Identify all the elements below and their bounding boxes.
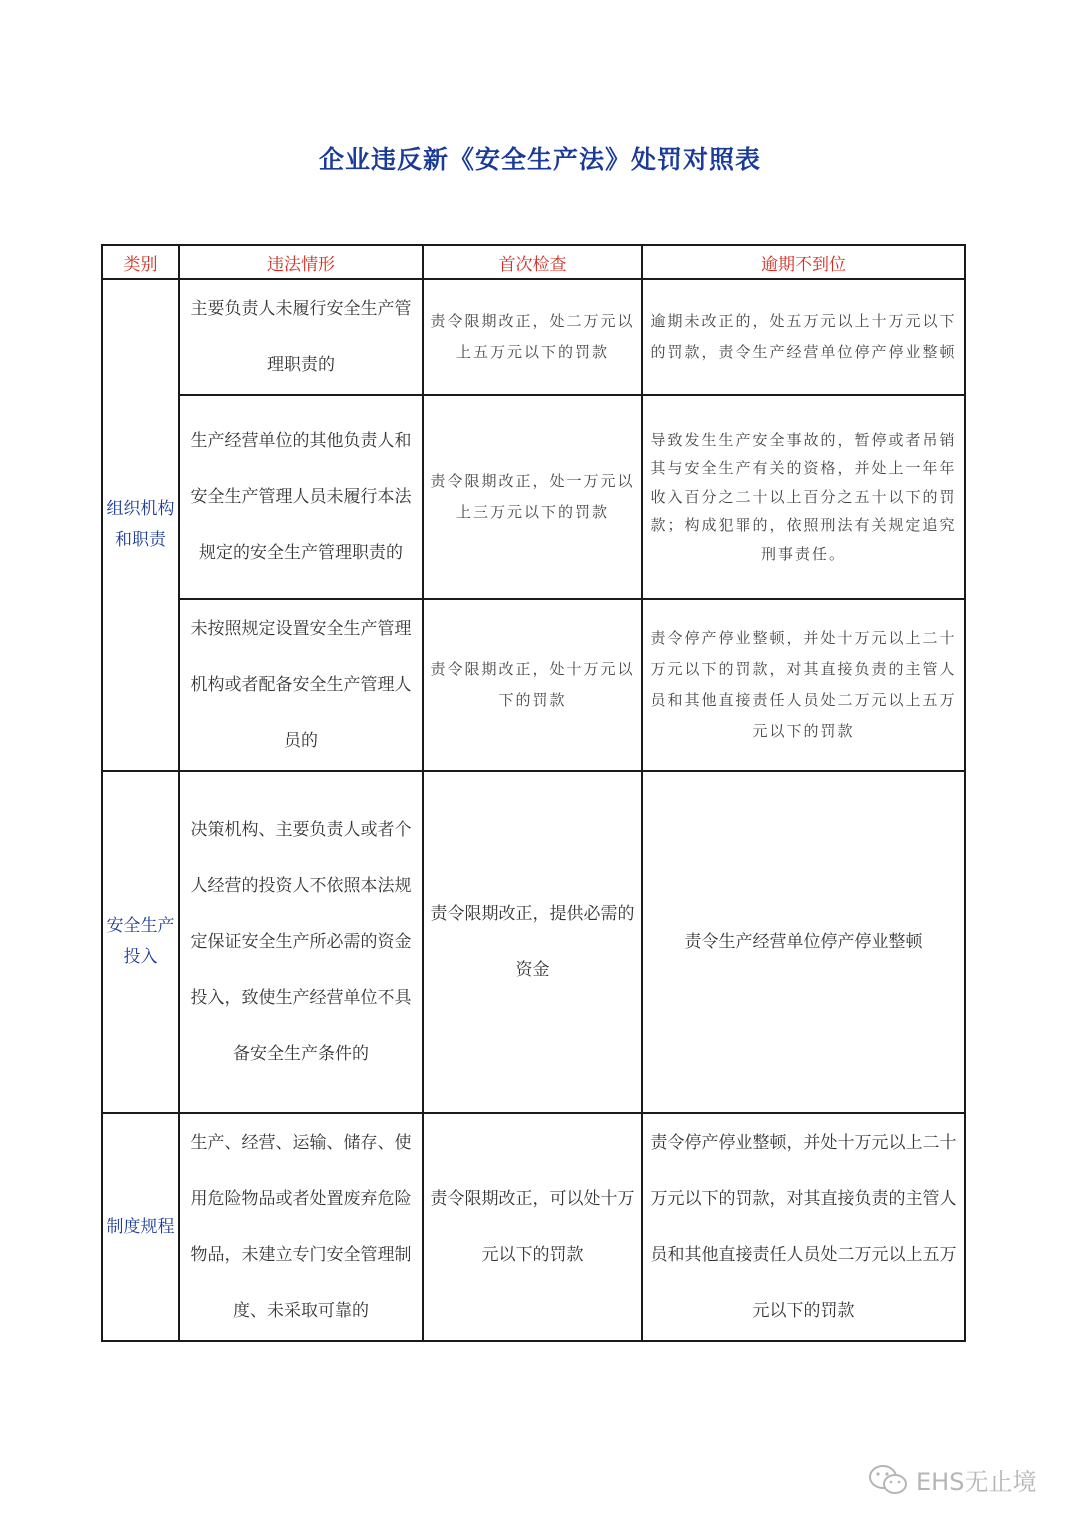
- overdue-cell: 导致发生生产安全事故的，暂停或者吊销其与安全生产有关的资格，并处上一年年收入百分之二十以上百分之五十以下的罚款；构成犯罪的，依照刑法有关规定追究刑事责任。: [642, 395, 965, 599]
- page-title: 企业违反新《安全生产法》处罚对照表: [318, 145, 761, 174]
- table-row: [102, 279, 965, 395]
- first-check-cell: 责令限期改正，处二万元以上五万元以下的罚款: [423, 279, 642, 395]
- header-category: 类别: [102, 245, 179, 279]
- category-cell: 安全生产投入: [102, 771, 179, 1113]
- overdue-cell: 责令生产经营单位停产停业整顿: [642, 771, 965, 1113]
- header-overdue: 逾期不到位: [642, 245, 965, 279]
- table-row: [102, 1113, 965, 1341]
- first-check-cell: 责令限期改正，处一万元以上三万元以下的罚款: [423, 395, 642, 599]
- situation-cell: 决策机构、主要负责人或者个人经营的投资人不依照本法规定保证安全生产所必需的资金投入，致使生产经营单位不具备安全生产条件的: [179, 771, 423, 1113]
- situation-cell: 主要负责人未履行安全生产管理职责的: [179, 279, 423, 395]
- first-check-cell: 责令限期改正，可以处十万元以下的罚款: [423, 1113, 642, 1341]
- overdue-cell: 责令停产停业整顿，并处十万元以上二十万元以下的罚款，对其直接负责的主管人员和其他直接责任人员处二万元以上五万元以下的罚款: [642, 1113, 965, 1341]
- penalty-table: [101, 244, 966, 1342]
- table-row: [102, 599, 965, 771]
- first-check-cell: 责令限期改正，提供必需的资金: [423, 771, 642, 1113]
- first-check-cell: 责令限期改正，处十万元以下的罚款: [423, 599, 642, 771]
- header-first-check: 首次检查: [423, 245, 642, 279]
- table-row: [102, 771, 965, 1113]
- watermark-text: EHS无止境: [916, 1468, 1037, 1496]
- category-cell: 制度规程: [102, 1113, 179, 1341]
- watermark: [868, 1462, 1036, 1497]
- situation-cell: 生产、经营、运输、储存、使用危险物品或者处置废弃危险物品，未建立专门安全管理制度、未采取可靠的: [179, 1113, 423, 1341]
- wechat-icon: [868, 1463, 908, 1497]
- overdue-cell: 责令停产停业整顿，并处十万元以上二十万元以下的罚款，对其直接负责的主管人员和其他直接责任人员处二万元以上五万元以下的罚款: [642, 599, 965, 771]
- situation-cell: 生产经营单位的其他负责人和安全生产管理人员未履行本法规定的安全生产管理职责的: [179, 395, 423, 599]
- category-cell: 组织机构和职责: [102, 279, 179, 771]
- overdue-cell: 逾期未改正的，处五万元以上十万元以下的罚款，责令生产经营单位停产停业整顿: [642, 279, 965, 395]
- header-situation: 违法情形: [179, 245, 423, 279]
- table-row: [102, 395, 965, 599]
- table-header-row: [102, 245, 965, 279]
- situation-cell: 未按照规定设置安全生产管理机构或者配备安全生产管理人员的: [179, 599, 423, 771]
